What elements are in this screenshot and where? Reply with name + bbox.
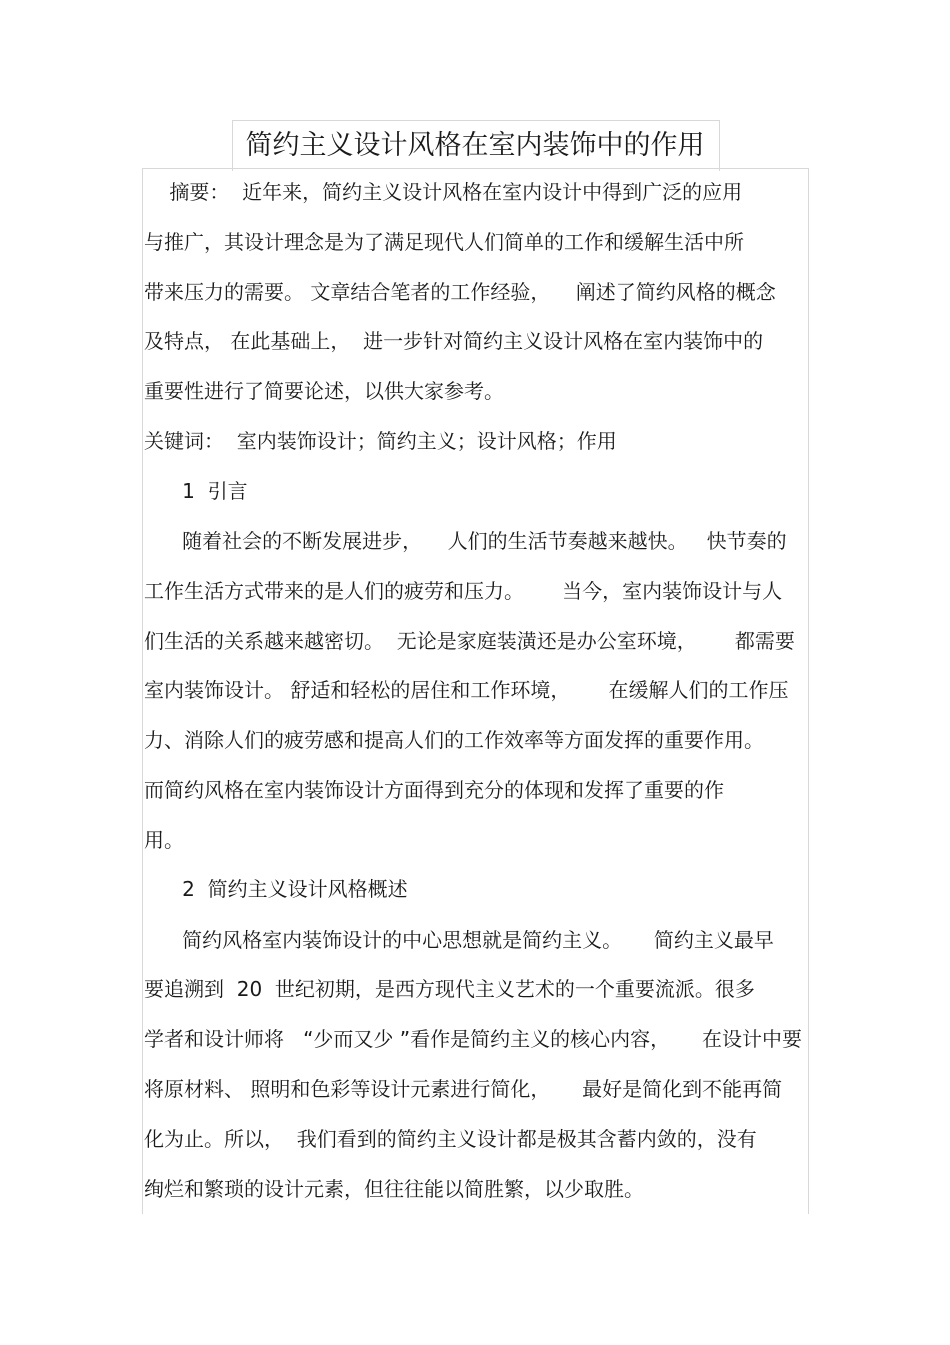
paragraph-line: 室内装饰设计。 舒适和轻松的居住和工作环境， 在缓解人们的工作压 <box>144 678 789 702</box>
paragraph-line: 要追溯到 20 世纪初期，是西方现代主义艺术的一个重要流派。很多 <box>144 977 755 1001</box>
paragraph-line: 简约风格室内装饰设计的中心思想就是简约主义。 简约主义最早 <box>144 928 774 952</box>
abstract-line-4: 及特点， 在此基础上， 进一步针对简约主义设计风格在室内装饰中的 <box>144 329 764 353</box>
paragraph-line: 们生活的关系越来越密切。 无论是家庭装潢还是办公室环境， 都需要 <box>144 629 795 653</box>
paragraph-line: 绚烂和繁琐的设计元素，但往往能以简胜繁，以少取胜。 <box>144 1177 644 1201</box>
paragraph-line: 力、消除人们的疲劳感和提高人们的工作效率等方面发挥的重要作用。 <box>144 728 764 752</box>
paragraph-line: 化为止。所以， 我们看到的简约主义设计都是极其含蓄内敛的，没有 <box>144 1127 757 1151</box>
document-title: 简约主义设计风格在室内装饰中的作用 <box>245 130 705 161</box>
paragraph-line: 而简约风格在室内装饰设计方面得到充分的体现和发挥了重要的作 <box>144 778 724 802</box>
abstract-line-2: 与推广，其设计理念是为了满足现代人们简单的工作和缓解生活中所 <box>144 230 744 254</box>
abstract-line-3: 带来压力的需要。 文章结合笔者的工作经验， 阐述了简约风格的概念 <box>144 280 776 304</box>
section-2-heading: 2 简约主义设计风格概述 <box>144 877 408 901</box>
abstract-line-1: 摘要： 近年来，简约主义设计风格在室内设计中得到广泛的应用 <box>144 180 743 204</box>
paragraph-line: 工作生活方式带来的是人们的疲劳和压力。 当今，室内装饰设计与人 <box>144 579 783 603</box>
paragraph-line: 将原材料、 照明和色彩等设计元素进行简化， 最好是简化到不能再简 <box>144 1077 783 1101</box>
paragraph-line: 用。 <box>144 828 184 852</box>
section-1-heading: 1 引言 <box>144 479 248 503</box>
keywords-line: 关键词： 室内装饰设计；简约主义；设计风格；作用 <box>144 429 617 453</box>
abstract-line-5: 重要性进行了简要论述，以供大家参考。 <box>144 379 504 403</box>
paragraph-line: 学者和设计师将 “少而又少 ”看作是简约主义的核心内容， 在设计中要 <box>144 1027 802 1051</box>
paragraph-line: 随着社会的不断发展进步， 人们的生活节奏越来越快。 快节奏的 <box>144 529 787 553</box>
